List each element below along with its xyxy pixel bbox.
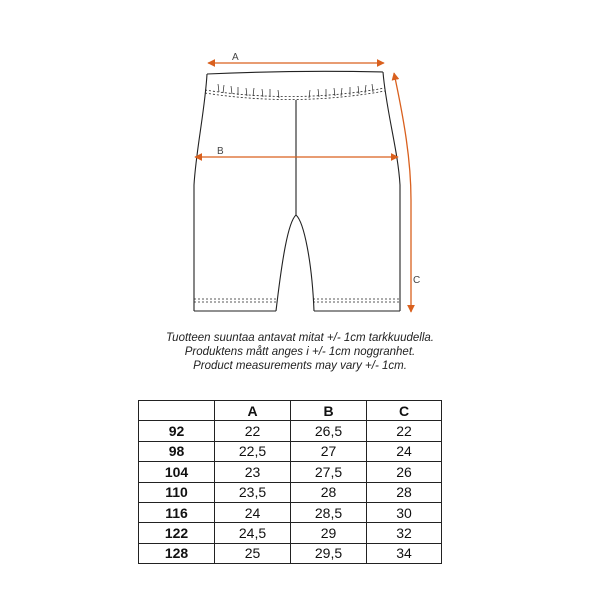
measurement-notes — [0, 331, 600, 373]
table-row — [139, 523, 442, 543]
dimension-c-label: C — [413, 275, 421, 286]
dimension-c — [394, 73, 420, 312]
size-cell: 122 — [139, 523, 215, 543]
dimension-c-arrow — [394, 73, 411, 312]
note-finnish: Tuotteen suuntaa antavat mitat +/- 1cm tarkkuudella. — [166, 332, 434, 344]
note-english: Product measurements may vary +/- 1cm. — [193, 360, 407, 372]
value-c-cell: 26 — [367, 462, 442, 482]
value-c-cell: 28 — [367, 482, 442, 502]
value-b-cell: 28,5 — [291, 502, 367, 522]
dimension-b-label: B — [217, 146, 224, 157]
table-row — [139, 421, 442, 441]
size-table — [138, 400, 442, 564]
size-cell: 110 — [139, 482, 215, 502]
shorts-outline — [194, 71, 400, 311]
table-row — [139, 462, 442, 482]
value-a-cell: 23 — [215, 462, 291, 482]
size-cell: 98 — [139, 441, 215, 461]
value-a-cell: 22 — [215, 421, 291, 441]
size-cell: 92 — [139, 421, 215, 441]
header-a: A — [215, 401, 291, 421]
header-size — [139, 401, 215, 421]
value-a-cell: 25 — [215, 543, 291, 563]
value-b-cell: 29 — [291, 523, 367, 543]
table-row — [139, 482, 442, 502]
value-a-cell: 23,5 — [215, 482, 291, 502]
value-a-cell: 22,5 — [215, 441, 291, 461]
size-cell: 104 — [139, 462, 215, 482]
note-swedish: Produktens mått anges i +/- 1cm noggranhet. — [184, 346, 416, 358]
dimension-a-label: A — [232, 52, 239, 63]
value-c-cell: 22 — [367, 421, 442, 441]
table-row — [139, 543, 442, 563]
table-row — [139, 502, 442, 522]
dimension-a — [208, 52, 384, 63]
value-c-cell: 30 — [367, 502, 442, 522]
header-c: C — [367, 401, 442, 421]
value-b-cell: 27 — [291, 441, 367, 461]
value-c-cell: 32 — [367, 523, 442, 543]
header-b: B — [291, 401, 367, 421]
table-header-row — [139, 401, 442, 421]
value-c-cell: 34 — [367, 543, 442, 563]
table-row — [139, 441, 442, 461]
size-cell: 116 — [139, 502, 215, 522]
value-b-cell: 29,5 — [291, 543, 367, 563]
value-a-cell: 24 — [215, 502, 291, 522]
size-cell: 128 — [139, 543, 215, 563]
value-a-cell: 24,5 — [215, 523, 291, 543]
value-b-cell: 27,5 — [291, 462, 367, 482]
value-c-cell: 24 — [367, 441, 442, 461]
value-b-cell: 28 — [291, 482, 367, 502]
value-b-cell: 26,5 — [291, 421, 367, 441]
